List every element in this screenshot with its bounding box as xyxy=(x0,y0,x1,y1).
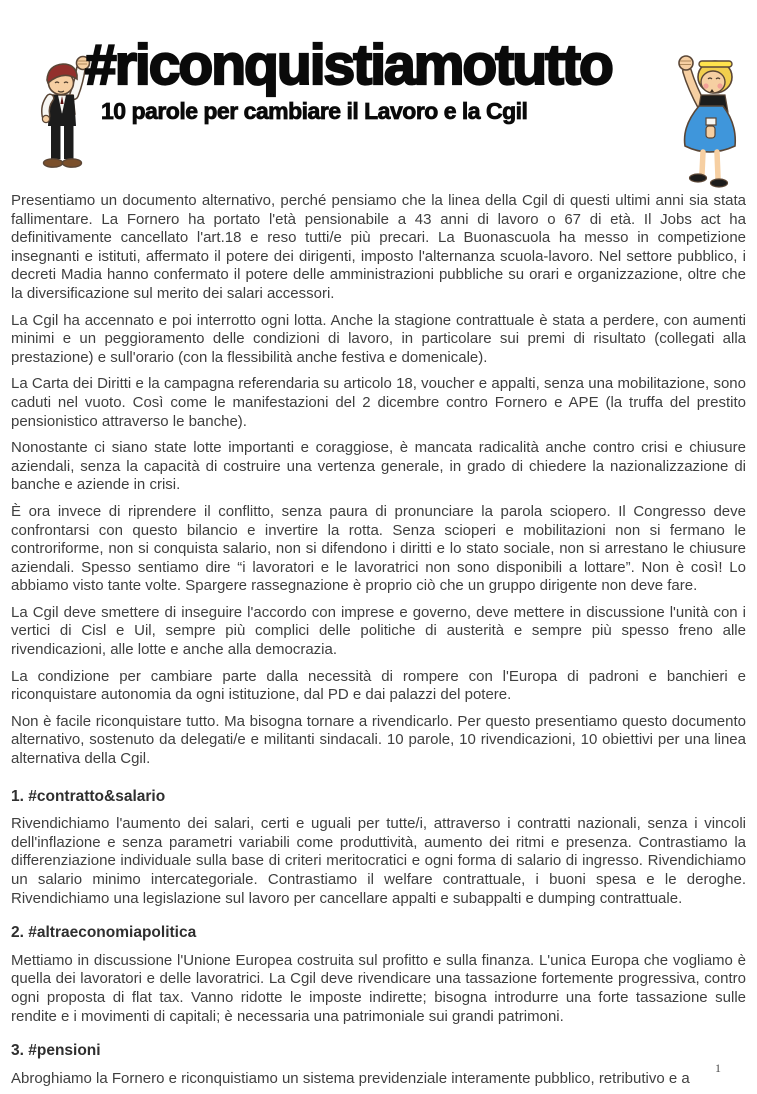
intro-paragraph: Presentiamo un documento alternativo, perché pensiamo che la linea della Cgil di questi ultimi anni sia stata fallimentare. La Fornero ha portato l'età pensionabile a 43 anni di lavoro o 67 di età. Il Jobs act ha definitivamente cancellato l'art.18 e reso tutti/e più precari. La Buonascuola ha messo in competizione insegnanti e istituti, affermato il potere dei dirigenti, imposto l'alternanza scuola-lavoro. Nel settore pubblico, i decreti Madia hanno confermato il potere delle amministrazioni pubbliche su orari e organizzazione, oltre che la diversificazione sul merito dei salari accessori. xyxy=(11,192,746,302)
section-paragraph: Abroghiamo la Fornero e riconquistiamo un sistema previdenziale interamente pubblico, retributivo e a xyxy=(11,1069,690,1087)
intro-paragraph: Non è facile riconquistare tutto. Ma bisogna tornare a rivendicarlo. Per questo presentiamo questo documento alternativo, sostenuto da delegati/e e militanti sindacali. 10 parole, 10 rivendicazioni, 10 obiettivi per una linea alternativa della Cgil. xyxy=(11,712,746,768)
woman-raising-fist-icon xyxy=(665,46,753,196)
section-heading-contratto-salario: 1. #contratto&salario xyxy=(11,787,166,805)
woman-raising-fist-illustration xyxy=(665,46,753,201)
intro-paragraph: Nonostante ci siano state lotte importanti e coraggiose, è mancata radicalità anche contro crisi e chiusure aziendali, senza la capacità di costruire una vertenza generale, in grado di chiedere la nazionalizzazione di banche e aziende in crisi. xyxy=(11,439,746,494)
intro-paragraph: La condizione per cambiare parte dalla necessità di rompere con l'Europa di padroni e banchieri e riconquistare autonomia da ogni istituzione, dal PD e dai palazzi del potere. xyxy=(11,667,746,704)
intro-paragraph: La Cgil ha accennato e poi interrotto ogni lotta. Anche la stagione contrattuale è stata a perdere, con aumenti minimi e un peggioramento delle condizioni di lavoro, in particolare sui premi di risultato (collegati alla prestazione) e sull'orario (con la flessibilità anche festiva e domenicale). xyxy=(11,311,746,366)
section-paragraph: Mettiamo in discussione l'Unione Europea costruita sul profitto e sulla finanza. L'unica Europa che vogliamo è quella dei lavoratori e delle lavoratrici. La Cgil deve rivendicare una tassazione fortemente progressiva, contro ogni proposta di flat tax. Vanno ridotte le imposte indirette; bisogna introdurre una forte tassazione sulle rendite e i movimenti di capitali; è necessaria una patrimoniale sui grandi patrimoni. xyxy=(11,951,746,1025)
section-heading-pensioni: 3. #pensioni xyxy=(11,1042,101,1060)
document-header xyxy=(0,0,757,192)
title-block xyxy=(85,33,685,125)
intro-paragraph: È ora invece di riprendere il conflitto, senza paura di pronunciare la parola sciopero. Il Congresso deve confrontarsi con questo bilancio e invertire la rotta. Senza scioperi e mobilitazioni non si fermano le controriforme, non si conquista salario, non si difendono i diritti e lo stato sociale, non si arrestano le chiusure aziendali. Spesso sentiamo dire “i lavoratori e le lavoratrici non sono disponibili a lottare”. Non è così! Lo abbiamo visto tante volte. Spargere rassegnazione è proprio ciò che un gruppo dirigente non deve fare. xyxy=(11,502,746,595)
document-subtitle: 10 parole per cambiare il Lavoro e la Cgil xyxy=(101,97,528,124)
intro-paragraph: La Cgil deve smettere di inseguire l'accordo con imprese e governo, deve mettere in discussione l'unità con i vertici di Cisl e Uil, sempre più complici delle politiche di austerità e sempre più spesso freno alle rivendicazioni, alle lotte e anche alla democrazia. xyxy=(11,603,746,659)
section-heading-altraeconomiapolitica: 2. #altraeconomiapolitica xyxy=(11,924,197,942)
document-title: #riconquistiamotutto xyxy=(85,33,612,97)
page-number: 1 xyxy=(715,1061,721,1075)
document-body xyxy=(0,192,757,1088)
section-paragraph: Rivendichiamo l'aumento dei salari, certi e uguali per tutte/i, attraverso i contratti nazionali, senza i vincoli dell'inflazione e senza parametri variabili come produttività, aumento dei ritmi e presenza. Contrastiamo la differenziazione individuale sulla base di criteri meritocratici e ogni forma di salario di ingresso. Rivendichiamo un salario minimo intercategoriale. Contrastiamo il welfare contrattuale, i buoni spesa e le deroghe. Rivendichiamo una legislazione sul lavoro per cancellare appalti e subappalti e dumping contrattuale. xyxy=(11,815,746,907)
intro-paragraph: La Carta dei Diritti e la campagna referendaria su articolo 18, voucher e appalti, senza una mobilitazione, sono caduti nel vuoto. Così come le manifestazioni del 2 dicembre contro Fornero e APE (la truffa del prestito pensionistico attraverso le banche). xyxy=(11,375,746,430)
